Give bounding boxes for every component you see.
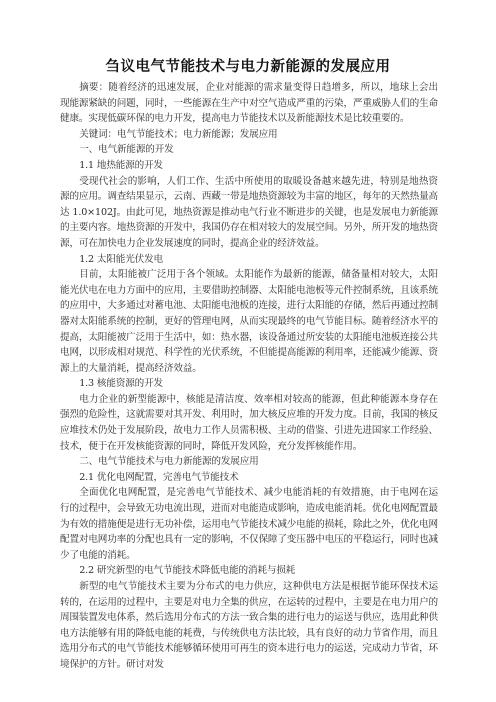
subsection-2-2-heading: 2.2 研究新型的电气节能技术降低电能的消耗与损耗 xyxy=(79,565,296,577)
subsection-2-2-text: 新型的电气节能技术主要为分布式的电力供应，这种供电方法是根据节能环保技术运转的，在运用的过程中，主要是对电力全集的供应，在运转的过程中，主要是在电力用户的周围装置发电体系，然后选用分布式的方法一致合集的进行电力的运送与供应，选用此种供电方法能够有用的降低电能的耗费，与传统供电方法比较，具有良好的动力节省作用，而且选用分布式的电气节能技术能够循环使用可再生的资本进行电力的运送，完成动力节省，环境保护的方针。研讨对发 xyxy=(60,581,438,670)
abstract: 摘要：随着经济的迅速发展，企业对能源的需求量变得日趋增多，所以，地球上会出现能源紧缺的问题，同时，一些能源在生产中对空气造成严重的污染，严重威胁人们的生命健康。实现低碳环保的电力开发，提高电力节能技术以及新能源技术是比较重要的。 xyxy=(60,82,438,125)
document-body xyxy=(60,80,438,673)
subsection-1-2-text: 目前，太阳能被广泛用于各个领域。太阳能作为最新的能源，储备量相对较大，太阳能光伏电在电力方面中的应用，主要借助控制器、太阳能电池板等元件控制系统，且该系统的应用中，大多通过对蓄电池、太阳能电池板的连接，进行太阳能的存储，然后再通过控制器对太阳能系统的控制，更好的管理电网，从而实现最终的电气节能目标。随着经济水平的提高，太阳能被广泛用于生活中，如：热水器，该设备通过所安装的太阳能电池板连接公共电网，以形成相对规范、科学性的光伏系统，不但能提高能源的利用率，还能减少能源、资源上的大量消耗，提高经济效益。 xyxy=(60,269,438,374)
section-1-heading: 一、电气新能源的开发 xyxy=(79,144,174,156)
subsection-1-1-text: 受现代社会的影响，人们工作、生活中所使用的取暖设备越来越先进，特别是地热资源的应用。调查结果显示，云南、西藏一带是地热资源较为丰富的地区，每年的天然热量高达 1.0×102J。由此可见，地热资源是推动电气行业不断进步的关键，也是发展电力新能源的主要内容。地热资源的开发中，我国仍存在相对较大的发展空间。另外，所开发的地热资源，可在加快电力企业发展速度的同时，提高企业的经济效益。 xyxy=(60,175,438,249)
section-2-heading: 二、电气节能技术与电力新能源的发展应用 xyxy=(79,456,259,468)
subsection-1-3-text: 电力企业的新型能源中，核能是清洁度、效率相对较高的能源，但此种能源本身存在强烈的危险性，这就需要对其开发、利用时，加大核反应堆的开发力度。目前，我国的核反应堆技术仍处于发展阶段，故电力工作人员需积极、主动的借鉴、引进先进国家工作经验、技术，便于在开发核能资源的同时，降低开发风险，充分发挥核能作用。 xyxy=(60,393,438,452)
subsection-2-1-heading: 2.1 优化电网配置，完善电气节能技术 xyxy=(79,471,239,483)
subsection-1-1-heading: 1.1 地热能源的开发 xyxy=(79,159,164,171)
subsection-1-3-heading: 1.3 核能资源的开发 xyxy=(79,378,164,390)
subsection-2-1-text: 全面优化电网配置，是完善电气节能技术、减少电能消耗的有效措施，由于电网在运行的过程中，会导致无功电流出现，进而对电能造成影响，造成电能消耗。优化电网配置最为有效的措施便是进行无功补偿，运用电气节能技术减少电能的损耗，除此之外，优化电网配置对电网功率的分配也具有一定的影响，不仅保障了变压器中电压的平稳运行，同时也减少了电能的消耗。 xyxy=(60,487,438,561)
subsection-1-2-heading: 1.2 太阳能光伏发电 xyxy=(79,253,164,265)
document-title: 刍议电气节能技术与电力新能源的发展应用 xyxy=(105,59,391,75)
keywords: 关键词：电气节能技术；电力新能源；发展应用 xyxy=(79,128,278,140)
